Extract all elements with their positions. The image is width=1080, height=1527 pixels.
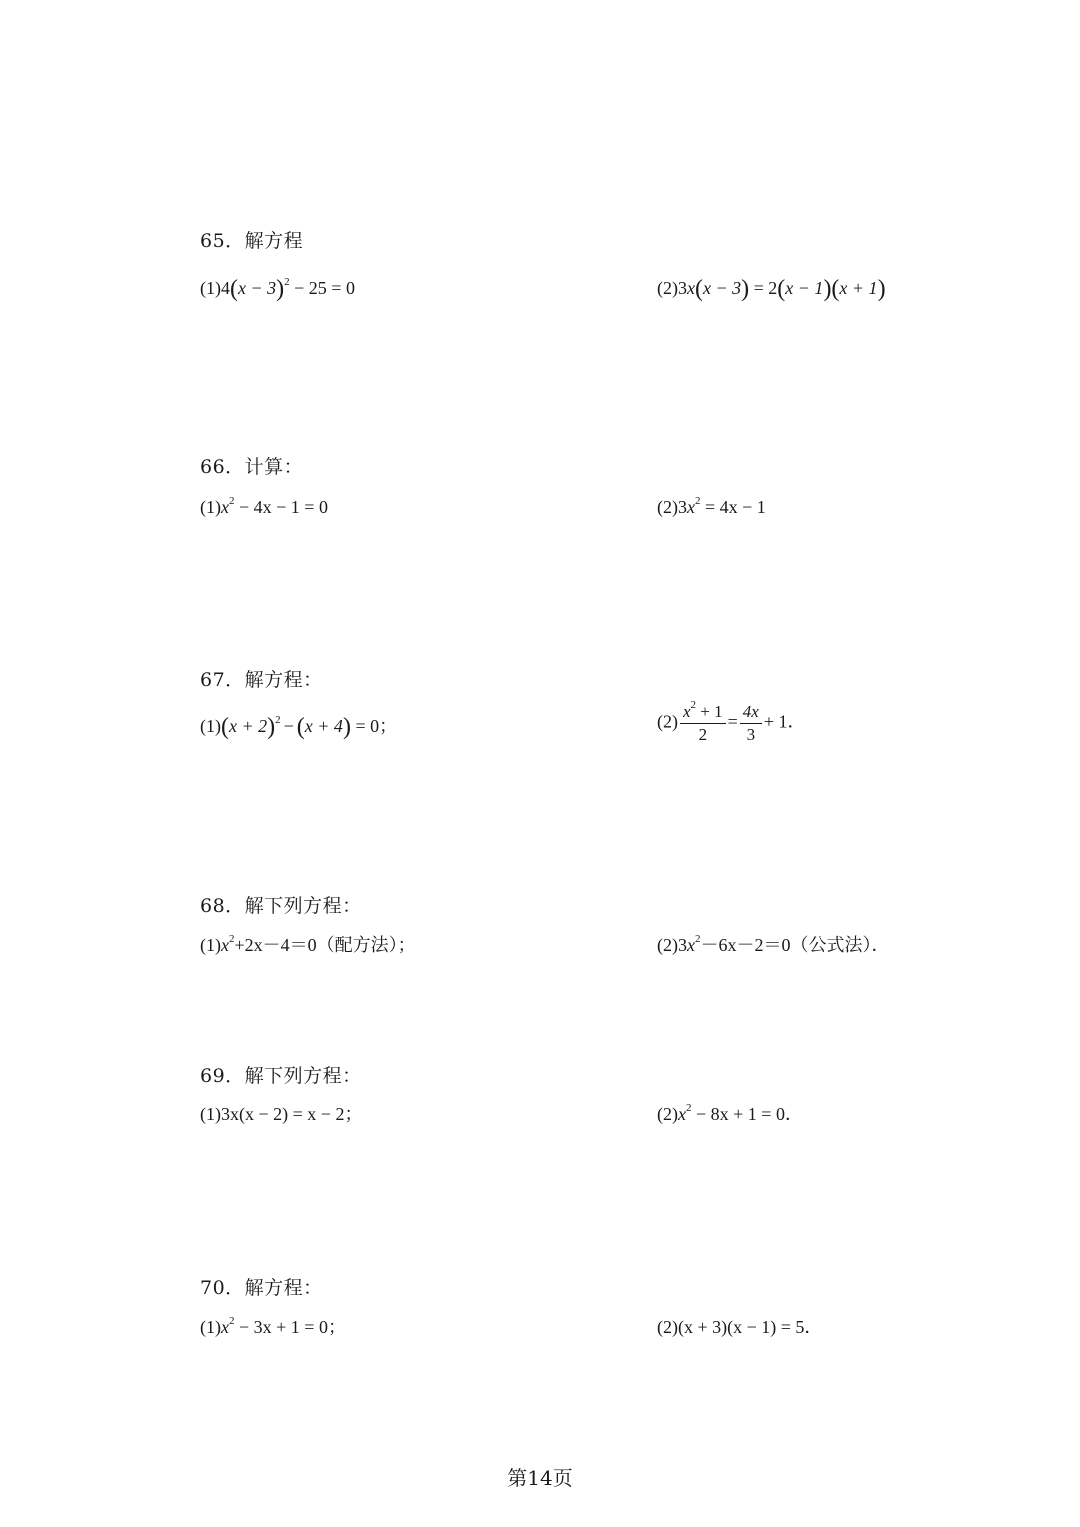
problem-69-part-1: (1)3x(x − 2) = x − 2；	[200, 1104, 363, 1124]
problem-67-part-1: $(1)(x + 2)^2 - (x + 4) = 0$；	[200, 714, 398, 740]
problem-65-part-2: (2)3x(x − 3) = 2(x − 1)(x + 1)	[657, 276, 886, 302]
problem-70-title: 70．解方程：	[200, 1277, 323, 1299]
problem-65-part-1: $(1)4(x - 3)^2 - 25 = 0$	[200, 276, 355, 302]
problem-68-part-2: $(2)3x^2-6x-2=0$（公式法）．	[657, 933, 890, 955]
problem-66-part-1: $(1)x^2 - 4x - 1 = 0$	[200, 495, 328, 517]
problem-67-title: 67．解方程：	[200, 669, 323, 691]
problem-70-part-1: $(1)x^2 - 3x + 1 = 0$；	[200, 1315, 346, 1337]
fraction-1: $\frac{x^2 + 1}{2}$	[680, 703, 726, 744]
page-number: 第14页	[507, 1466, 573, 1490]
problem-70-part-2: (2)(x + 3)(x − 1) = 5．	[657, 1317, 823, 1337]
problem-68-title: 68．解下列方程：	[200, 895, 362, 917]
problem-65-title: 65．解方程	[200, 230, 304, 252]
problem-66-part-2: $(2)3x^2 = 4x - 1$	[657, 495, 766, 517]
fraction-2: $\frac{4x}{3}$	[740, 703, 762, 744]
problem-66-title: 66．计算：	[200, 456, 304, 478]
problem-69-title: 69．解下列方程：	[200, 1065, 362, 1087]
problem-69-part-2: $(2)x^2 - 8x + 1 = 0$．	[657, 1102, 803, 1124]
problem-67-part-2: (2) $\frac{x^2 + 1}{2}$ = $\frac{4x}{3}$ + 1．	[657, 699, 806, 744]
problem-68-part-1: $(1)x^2+2x-4=0$（配方法）；	[200, 933, 416, 955]
